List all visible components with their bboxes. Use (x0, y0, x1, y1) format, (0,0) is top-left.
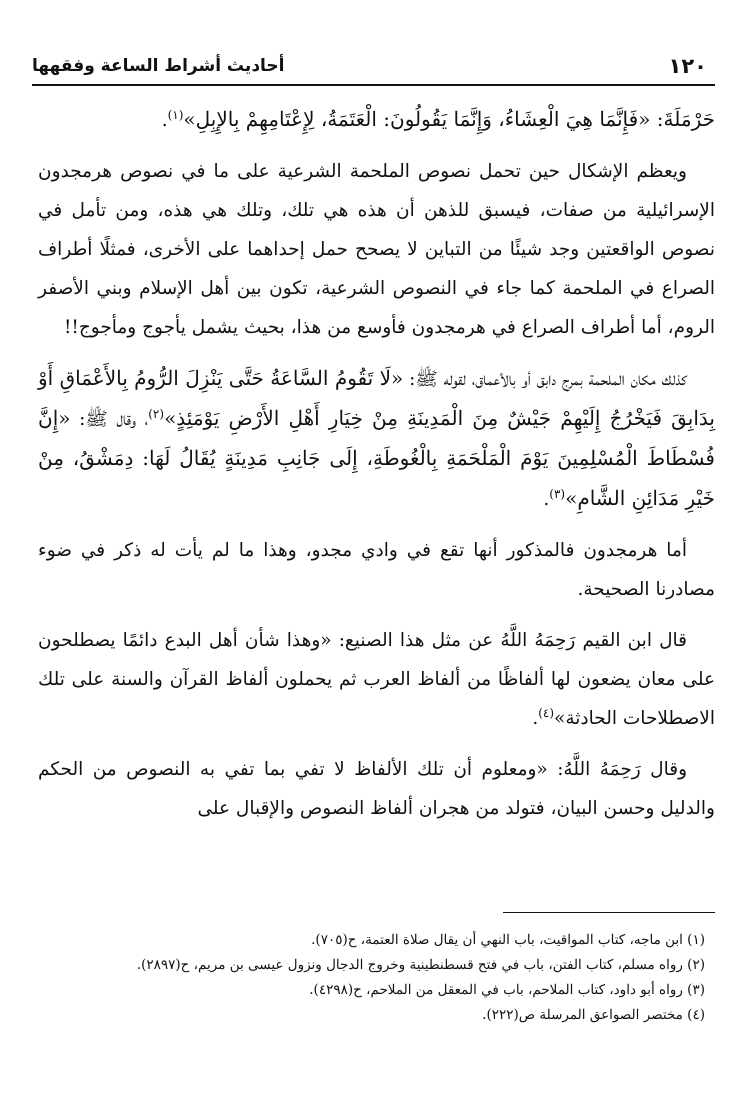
punctuation: . (532, 708, 539, 729)
footnote-4: (٤) مختصر الصواعق المرسلة ص(٢٢٢). (482, 1007, 705, 1023)
footnote-2: (٢) رواه مسلم، كتاب الفتن، باب في فتح قسطنطينية وخروج الدجال ونزول عيسى بن مريم، ح(٢٨٩٧). (136, 957, 705, 973)
paragraph-megiddo: أما هرمجدون فالمذكور أنها تقع في وادي مجدو، وهذا ما لم يأت له ذكر في ضوء مصادرنا الصحيحة. (38, 540, 715, 600)
paragraph-continued-quote: وقال رَحِمَهُ اللَّهُ: «ومعلوم أن تلك الألفاظ لا تفي بما تفي به النصوص من الحكم والدليل وحسن البيان، فتولد من هجران ألفاظ النصوص والإقبال على (38, 759, 715, 819)
paragraph-armageddon-problem: ويعظم الإشكال حين تحمل نصوص الملحمة الشرعية على ما في نصوص هرمجدون الإسرائيلية من صفات، فيسبق للذهن أن هذه هي تلك، وتلك هي هذه، ومن تأمل في نصوص الواقعتين وجد شيئًا من التباين لا يصحح حمل إحداهما على الأخرى، فمثلًا أطراف الصراع في الملحمة كما جاء في النصوص الشرعية، تكون بين أهل الإسلام وبني الأصفر الروم، أما أطراف الصراع في هرمجدون فأوسع من هذا، بحيث يشمل يأجوج ومأجوج!! (38, 161, 715, 338)
footnote-1: (١) ابن ماجه، كتاب المواقيت، باب النهي أن يقال صلاة العتمة، ح(٧٠٥). (311, 932, 705, 948)
footnote-separator (503, 912, 715, 913)
footnotes (40, 928, 705, 1028)
footnote-reference: (٣) (549, 486, 566, 501)
footnote-reference: (٢) (148, 406, 165, 421)
hadith-text: «لَا تَقُومُ السَّاعَةُ حَتَّى يَنْزِلَ الرُّومُ بِالأَعْمَاقِ أَوْ بِدَابِقَ فَيَخْرُجُ إِلَيْهِمْ جَيْشٌ مِنَ الْمَدِينَةِ مِنْ خِيَارِ أَهْلِ الأَرْضِ يَوْمَئِذٍ» (38, 366, 715, 430)
footnote-3: (٣) رواه أبو داود، كتاب الملاحم، باب في المعقل من الملاحم، ح(٤٢٩٨). (309, 982, 705, 998)
footnote-reference: (١) (167, 107, 184, 122)
main-text (38, 100, 715, 828)
connector-text: ، وقال ﷺ: (70, 409, 149, 430)
page-number: ١٢٠ (668, 54, 707, 78)
page-header (32, 54, 715, 86)
quotation-text: قال ابن القيم رَحِمَهُ اللَّهُ عن مثل هذا الصنيع: «وهذا شأن أهل البدع دائمًا يصطلحون على معان يضعون لها ألفاظًا من ألفاظ العرب ثم يحملون ألفاظ القرآن والسنة على تلك الاصطلاحات الحادثة» (38, 630, 715, 729)
footnote-reference: (٤) (538, 705, 555, 720)
punctuation: . (161, 110, 168, 131)
paragraph-hadith-end (38, 100, 715, 140)
punctuation: . (543, 489, 550, 510)
running-title: أحاديث أشراط الساعة وفقهها (32, 56, 285, 76)
hadith-text: «إِنَّ فُسْطَاطَ الْمُسْلِمِينَ يَوْمَ الْمَلْحَمَةِ بِالْغُوطَةِ، إِلَى جَانِبِ مَدِينَةٍ يُقَالُ لَهَا: دِمَشْقُ، مِنْ خَيْرِ مَدَائِنِ الشَّامِ» (38, 406, 715, 510)
paragraph-ibn-qayyim (38, 621, 715, 738)
hadith-text: حَرْمَلَةَ: «فَإِنَّمَا هِيَ الْعِشَاءُ، وَإِنَّمَا يَقُولُونَ: الْعَتَمَةُ، لِإِعْتَامِهِمْ بِالإِبِلِ» (183, 107, 715, 131)
paragraph-location (38, 359, 715, 519)
paragraph-intro-text: كذلك مكان الملحمة بمرج دابق أو بالأعماق، لقوله ﷺ: (403, 369, 687, 390)
